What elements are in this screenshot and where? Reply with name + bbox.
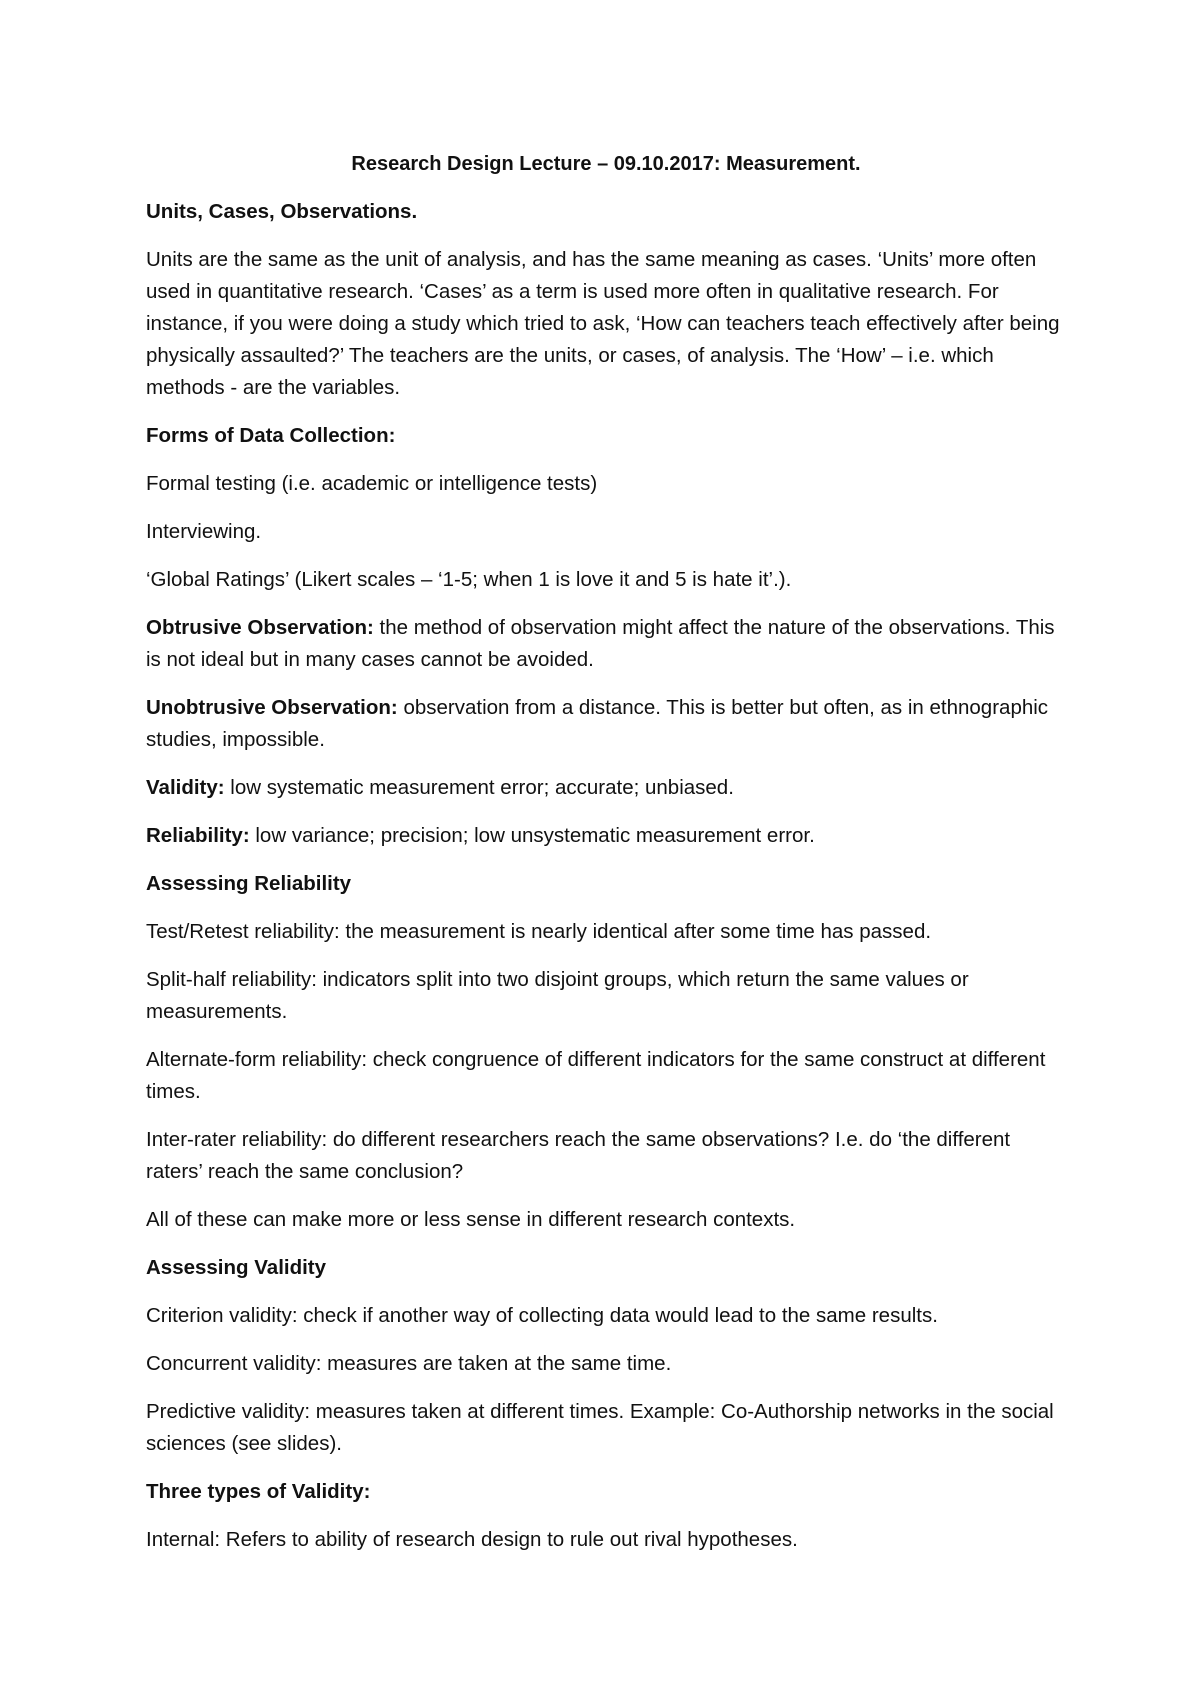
document-title: Research Design Lecture – 09.10.2017: Measurement.: [351, 153, 861, 175]
paragraph-forms-item: Interviewing.: [146, 520, 262, 543]
definition-text: low variance; precision; low unsystematic measurement error.: [249, 824, 815, 847]
paragraph-forms-item: ‘Global Ratings’ (Likert scales – ‘1-5; when 1 is love it and 5 is hate it’.).: [146, 568, 792, 591]
definition-obtrusive: [146, 612, 1066, 676]
paragraph-reliability-item: Test/Retest reliability: the measurement is nearly identical after some time has passed.: [146, 920, 932, 943]
paragraph-reliability-item: Inter-rater reliability: do different researchers reach the same observations? I.e. do ‘the different raters’ reach the same conclusion?: [146, 1128, 1011, 1183]
paragraph-units: Units are the same as the unit of analysis, and has the same meaning as cases. ‘Units’ more often used in quantitative research. ‘Cases’ as a term is used more often in qualitative research. For instance, if you were doing a study which tried to ask, ‘How can teachers teach effectively after being physically assaulted?’ The teachers are the units, or cases, of analysis. The ‘How’ – i.e. which methods - are the variables.: [146, 248, 1060, 399]
definition-reliability: [146, 820, 1066, 852]
paragraph-forms-item: Formal testing (i.e. academic or intelligence tests): [146, 472, 598, 495]
paragraph-three-types-item: Internal: Refers to ability of research design to rule out rival hypotheses.: [146, 1528, 798, 1551]
definition-term: Unobtrusive Observation:: [146, 696, 398, 719]
definition-text: the method of observation might affect the nature of the observations. This is not ideal but in many cases cannot be avoided.: [146, 616, 1055, 671]
paragraph-reliability-item: All of these can make more or less sense in different research contexts.: [146, 1208, 796, 1231]
paragraph-reliability-item: Split-half reliability: indicators split into two disjoint groups, which return the same values or measurements.: [146, 968, 969, 1023]
definition-term: Validity:: [146, 776, 225, 799]
paragraph-validity-item: Criterion validity: check if another way of collecting data would lead to the same results.: [146, 1304, 938, 1327]
section-heading-units: Units, Cases, Observations.: [146, 200, 418, 223]
paragraph-reliability-item: Alternate-form reliability: check congruence of different indicators for the same construct at different times.: [146, 1048, 1046, 1103]
definition-text: low systematic measurement error; accurate; unbiased.: [224, 776, 734, 799]
paragraph-validity-item: Predictive validity: measures taken at different times. Example: Co-Authorship networks in the social sciences (see slides).: [146, 1400, 1054, 1455]
section-heading-validity: Assessing Validity: [146, 1256, 327, 1279]
section-heading-three-types: Three types of Validity:: [146, 1480, 371, 1503]
definition-unobtrusive: [146, 692, 1066, 756]
definition-term: Reliability:: [146, 824, 250, 847]
definition-term: Obtrusive Observation:: [146, 616, 374, 639]
definition-text: observation from a distance. This is better but often, as in ethnographic studies, impossible.: [146, 696, 1049, 751]
paragraph-validity-item: Concurrent validity: measures are taken at the same time.: [146, 1352, 672, 1375]
document-page: [146, 148, 1066, 1572]
section-heading-forms: Forms of Data Collection:: [146, 424, 396, 447]
section-heading-reliability: Assessing Reliability: [146, 872, 352, 895]
definition-validity: [146, 772, 1066, 804]
